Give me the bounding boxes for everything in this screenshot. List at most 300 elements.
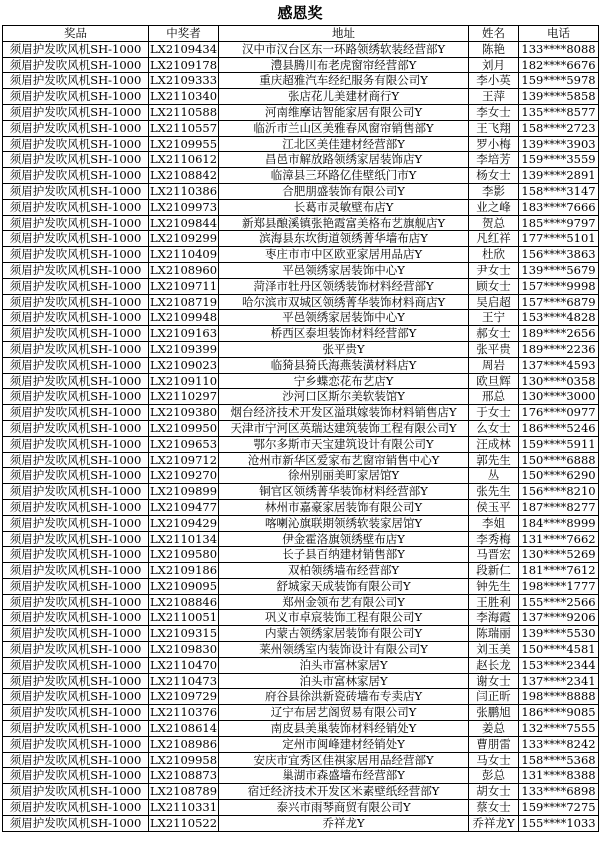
- cell-winner-id: LX2108846: [150, 594, 218, 609]
- cell-prize: 须眉护发吹风机SH-1000: [3, 752, 149, 768]
- cell-name: 周岩: [469, 357, 519, 373]
- table-row: [3, 341, 599, 357]
- cell-address: 平邑领绣家居装饰中心Y: [219, 310, 469, 326]
- cell-winner-id: LX2109270: [150, 468, 218, 483]
- cell-address: 泊头市富林家居Y: [219, 673, 469, 689]
- cell-phone: 181****7612: [519, 563, 599, 579]
- column-header-winner-id: 中奖者: [149, 26, 219, 42]
- table-row: [3, 768, 599, 784]
- cell-prize: 须眉护发吹风机SH-1000: [3, 89, 149, 105]
- cell-prize: 须眉护发吹风机SH-1000: [3, 389, 149, 405]
- cell-name: 赵长龙: [469, 657, 519, 673]
- table-row: [3, 168, 599, 184]
- table-row: [3, 247, 599, 263]
- cell-phone: 139****5530: [519, 626, 599, 642]
- cell-prize: 须眉护发吹风机SH-1000: [3, 547, 149, 563]
- cell-prize: 须眉护发吹风机SH-1000: [3, 41, 149, 57]
- cell-name: 刘玉美: [469, 642, 519, 658]
- cell-winner-id: LX2109186: [150, 563, 218, 578]
- award-table: [2, 25, 599, 832]
- cell-winner-id: LX2109948: [150, 310, 218, 325]
- cell-address: 枣庄市市中区欧亚家居用品店Y: [219, 247, 469, 263]
- cell-winner-id: LX2109178: [150, 57, 218, 72]
- cell-phone: 157****9998: [519, 278, 599, 294]
- cell-prize: 须眉护发吹风机SH-1000: [3, 468, 149, 484]
- cell-phone: 157****6879: [519, 294, 599, 310]
- table-row: [3, 326, 599, 342]
- cell-address: 定州市闽峰建材经销处Y: [219, 736, 469, 752]
- cell-name: 尹女士: [469, 262, 519, 278]
- cell-name: 欧旦辉: [469, 373, 519, 389]
- cell-name: 侯玉平: [469, 499, 519, 515]
- cell-address: 临沂市兰山区美雅春风窗帘销售部Y: [219, 120, 469, 136]
- table-row: [3, 594, 599, 610]
- cell-winner-id: LX2109955: [150, 136, 218, 151]
- table-row: [3, 389, 599, 405]
- cell-phone: 137****9206: [519, 610, 599, 626]
- cell-phone: 185****9797: [519, 215, 599, 231]
- cell-name: 张鹏旭: [469, 705, 519, 721]
- cell-phone: 153****2344: [519, 657, 599, 673]
- cell-winner-id: LX2110297: [150, 389, 218, 404]
- table-row: [3, 199, 599, 215]
- cell-prize: 须眉护发吹风机SH-1000: [3, 262, 149, 278]
- table-row: [3, 752, 599, 768]
- cell-prize: 须眉护发吹风机SH-1000: [3, 531, 149, 547]
- cell-prize: 须眉护发吹风机SH-1000: [3, 120, 149, 136]
- cell-phone: 130****3000: [519, 389, 599, 405]
- cell-name: 曹朋雷: [469, 736, 519, 752]
- cell-prize: 须眉护发吹风机SH-1000: [3, 57, 149, 73]
- table-row: [3, 89, 599, 105]
- cell-winner-id: LX2109580: [150, 547, 218, 562]
- cell-prize: 须眉护发吹风机SH-1000: [3, 136, 149, 152]
- table-row: [3, 231, 599, 247]
- cell-address: 长子县百纳建材销售部Y: [219, 547, 469, 563]
- cell-phone: 159****3559: [519, 152, 599, 168]
- cell-name: 业之峰: [469, 199, 519, 215]
- cell-winner-id: LX2109434: [150, 41, 218, 56]
- cell-winner-id: LX2110340: [150, 89, 218, 104]
- column-header-prize: 奖品: [3, 26, 149, 42]
- cell-address: 张平贵Y: [219, 341, 469, 357]
- table-row: [3, 736, 599, 752]
- cell-prize: 须眉护发吹风机SH-1000: [3, 152, 149, 168]
- table-row: [3, 610, 599, 626]
- cell-name: 姜总: [469, 721, 519, 737]
- cell-name: 李小英: [469, 73, 519, 89]
- cell-phone: 131****7662: [519, 531, 599, 547]
- cell-name: 王飞翔: [469, 120, 519, 136]
- cell-winner-id: LX2109023: [150, 357, 218, 372]
- cell-phone: 150****6290: [519, 468, 599, 484]
- cell-address: 内蒙古领绣家居装饰有限公司Y: [219, 626, 469, 642]
- cell-address: 重庆超雅汽车经纪服务有限公司Y: [219, 73, 469, 89]
- cell-phone: 137****4593: [519, 357, 599, 373]
- cell-address: 铜官区领绣菁华装饰材料经营部Y: [219, 484, 469, 500]
- cell-phone: 133****8088: [519, 41, 599, 57]
- table-row: [3, 405, 599, 421]
- cell-phone: 130****5269: [519, 547, 599, 563]
- table-row: [3, 357, 599, 373]
- table-row: [3, 104, 599, 120]
- cell-name: 马女士: [469, 752, 519, 768]
- table-row: [3, 673, 599, 689]
- cell-winner-id: LX2109950: [150, 420, 218, 435]
- cell-address: 莱州领绣室内装饰设计有限公司Y: [219, 642, 469, 658]
- cell-address: 张店花儿美建材商行Y: [219, 89, 469, 105]
- cell-address: 巢湖市森盛墙布经营部Y: [219, 768, 469, 784]
- cell-name: 凡红祥: [469, 231, 519, 247]
- cell-name: 顾女士: [469, 278, 519, 294]
- cell-name: 贺总: [469, 215, 519, 231]
- cell-phone: 159****7275: [519, 800, 599, 816]
- table-row: [3, 215, 599, 231]
- column-header-address: 地址: [219, 26, 469, 42]
- cell-name: 胡女士: [469, 784, 519, 800]
- cell-phone: 139****3903: [519, 136, 599, 152]
- table-row: [3, 563, 599, 579]
- cell-phone: 130****0358: [519, 373, 599, 389]
- table-row: [3, 136, 599, 152]
- cell-winner-id: LX2110473: [150, 673, 218, 688]
- table-row: [3, 452, 599, 468]
- cell-phone: 187****8277: [519, 499, 599, 515]
- cell-phone: 153****4828: [519, 310, 599, 326]
- cell-address: 林州市嘉豪家居装饰有限公司Y: [219, 499, 469, 515]
- cell-address: 长葛市灵敏壁布店Y: [219, 199, 469, 215]
- cell-prize: 须眉护发吹风机SH-1000: [3, 104, 149, 120]
- cell-winner-id: LX2109729: [150, 689, 218, 704]
- cell-winner-id: LX2110134: [150, 531, 218, 546]
- cell-address: 澧县腾川布老虎窗帘经营部Y: [219, 57, 469, 73]
- cell-winner-id: LX2109399: [150, 341, 218, 356]
- table-row: [3, 815, 599, 831]
- cell-address: 南皮县美巢装饰材料经销处Y: [219, 721, 469, 737]
- cell-address: 滨海县东坎街道领绣菁华墙布店Y: [219, 231, 469, 247]
- cell-winner-id: LX2110376: [150, 705, 218, 720]
- cell-winner-id: LX2108614: [150, 721, 218, 736]
- cell-address: 徐州别丽美町家居馆Y: [219, 468, 469, 484]
- cell-phone: 135****8577: [519, 104, 599, 120]
- cell-prize: 须眉护发吹风机SH-1000: [3, 736, 149, 752]
- cell-phone: 131****8388: [519, 768, 599, 784]
- cell-prize: 须眉护发吹风机SH-1000: [3, 484, 149, 500]
- cell-winner-id: LX2109844: [150, 215, 218, 230]
- cell-winner-id: LX2110409: [150, 247, 218, 262]
- cell-name: 张平贵: [469, 341, 519, 357]
- cell-name: 钟先生: [469, 578, 519, 594]
- cell-name: 汪成林: [469, 436, 519, 452]
- cell-name: 杨女士: [469, 168, 519, 184]
- cell-address: 临漳县三环路亿佳壁纸门市Y: [219, 168, 469, 184]
- table-row: [3, 420, 599, 436]
- cell-name: 丛: [469, 468, 519, 484]
- cell-prize: 须眉护发吹风机SH-1000: [3, 436, 149, 452]
- cell-phone: 158****5368: [519, 752, 599, 768]
- cell-winner-id: LX2110588: [150, 104, 218, 119]
- cell-address: 菏泽市牡丹区领绣装饰材料经营部Y: [219, 278, 469, 294]
- cell-phone: 198****8888: [519, 689, 599, 705]
- table-header: [3, 26, 599, 42]
- cell-address: 鄂尔多斯市天宝建筑设计有限公司Y: [219, 436, 469, 452]
- cell-phone: 133****8242: [519, 736, 599, 752]
- cell-winner-id: LX2109653: [150, 436, 218, 451]
- table-row: [3, 800, 599, 816]
- cell-address: 喀喇沁旗联期领绣软装家居馆Y: [219, 515, 469, 531]
- cell-prize: 须眉护发吹风机SH-1000: [3, 768, 149, 784]
- cell-prize: 须眉护发吹风机SH-1000: [3, 721, 149, 737]
- table-row: [3, 531, 599, 547]
- cell-winner-id: LX2109477: [150, 499, 218, 514]
- cell-name: 王宁: [469, 310, 519, 326]
- table-row: [3, 152, 599, 168]
- cell-name: 蔡女士: [469, 800, 519, 816]
- table-body: [3, 41, 599, 831]
- cell-prize: 须眉护发吹风机SH-1000: [3, 183, 149, 199]
- table-row: [3, 262, 599, 278]
- cell-phone: 139****5679: [519, 262, 599, 278]
- table-row: [3, 73, 599, 89]
- cell-phone: 176****0977: [519, 405, 599, 421]
- cell-address: 平邑领绣家居装饰中心Y: [219, 262, 469, 278]
- cell-prize: 须眉护发吹风机SH-1000: [3, 405, 149, 421]
- cell-address: 沧州市新华区爱家布艺窗帘销售中心Y: [219, 452, 469, 468]
- cell-winner-id: LX2109110: [150, 373, 218, 388]
- table-row: [3, 373, 599, 389]
- header-row: [3, 26, 599, 42]
- cell-prize: 须眉护发吹风机SH-1000: [3, 452, 149, 468]
- table-row: [3, 484, 599, 500]
- cell-prize: 须眉护发吹风机SH-1000: [3, 515, 149, 531]
- table-row: [3, 436, 599, 452]
- cell-winner-id: LX2110051: [150, 610, 218, 625]
- cell-prize: 须眉护发吹风机SH-1000: [3, 784, 149, 800]
- cell-name: 李秀梅: [469, 531, 519, 547]
- cell-name: 李影: [469, 183, 519, 199]
- cell-address: 沙河口区斯尔美软装馆Y: [219, 389, 469, 405]
- cell-prize: 须眉护发吹风机SH-1000: [3, 215, 149, 231]
- cell-name: 刘月: [469, 57, 519, 73]
- cell-winner-id: LX2109163: [150, 326, 218, 341]
- cell-winner-id: LX2108842: [150, 168, 218, 183]
- cell-winner-id: LX2110522: [150, 815, 218, 830]
- cell-winner-id: LX2110470: [150, 657, 218, 672]
- document-title: 感恩奖: [277, 4, 323, 22]
- cell-phone: 183****7666: [519, 199, 599, 215]
- cell-prize: 须眉护发吹风机SH-1000: [3, 310, 149, 326]
- table-row: [3, 57, 599, 73]
- cell-winner-id: LX2108719: [150, 294, 218, 309]
- cell-winner-id: LX2109830: [150, 642, 218, 657]
- cell-winner-id: LX2110557: [150, 120, 218, 135]
- cell-winner-id: LX2110331: [150, 800, 218, 815]
- cell-name: 马晋宏: [469, 547, 519, 563]
- table-row: [3, 120, 599, 136]
- cell-winner-id: LX2109711: [150, 278, 218, 293]
- cell-address: 安庆市宜秀区佳祺家居用品经营部Y: [219, 752, 469, 768]
- cell-name: 邢总: [469, 389, 519, 405]
- cell-winner-id: LX2109712: [150, 452, 218, 467]
- cell-name: 乔祥龙Y: [469, 815, 519, 831]
- cell-winner-id: LX2109315: [150, 626, 218, 641]
- cell-phone: 186****5246: [519, 420, 599, 436]
- cell-address: 舒城家天成装饰有限公司Y: [219, 578, 469, 594]
- cell-prize: 须眉护发吹风机SH-1000: [3, 642, 149, 658]
- cell-address: 泰兴市雨琴商贸有限公司Y: [219, 800, 469, 816]
- cell-prize: 须眉护发吹风机SH-1000: [3, 199, 149, 215]
- cell-prize: 须眉护发吹风机SH-1000: [3, 626, 149, 642]
- cell-address: 郑州金领布艺有限公司Y: [219, 594, 469, 610]
- cell-phone: 198****1777: [519, 578, 599, 594]
- cell-address: 新郑县酿溪镇张艳霞富美格布艺旗舰店Y: [219, 215, 469, 231]
- cell-prize: 须眉护发吹风机SH-1000: [3, 168, 149, 184]
- cell-phone: 150****4581: [519, 642, 599, 658]
- cell-name: 王萍: [469, 89, 519, 105]
- cell-phone: 156****3863: [519, 247, 599, 263]
- cell-winner-id: LX2110386: [150, 183, 218, 198]
- table-row: [3, 784, 599, 800]
- cell-name: 李姐: [469, 515, 519, 531]
- cell-name: 于女士: [469, 405, 519, 421]
- cell-phone: 159****5978: [519, 73, 599, 89]
- cell-address: 辽宁布居艺阁贸易有限公司Y: [219, 705, 469, 721]
- cell-address: 宁乡蝶恋花布艺店Y: [219, 373, 469, 389]
- cell-address: 临猗县猗氏海燕装潢材料店Y: [219, 357, 469, 373]
- cell-prize: 须眉护发吹风机SH-1000: [3, 594, 149, 610]
- cell-prize: 须眉护发吹风机SH-1000: [3, 815, 149, 831]
- cell-phone: 156****8210: [519, 484, 599, 500]
- table-row: [3, 689, 599, 705]
- cell-name: 郭先生: [469, 452, 519, 468]
- table-row: [3, 468, 599, 484]
- table-row: [3, 499, 599, 515]
- cell-phone: 184****8999: [519, 515, 599, 531]
- cell-name: 李女士: [469, 104, 519, 120]
- table-row: [3, 626, 599, 642]
- cell-address: 巩义市卓宸装饰工程有限公司Y: [219, 610, 469, 626]
- table-row: [3, 657, 599, 673]
- cell-phone: 158****3147: [519, 183, 599, 199]
- cell-prize: 须眉护发吹风机SH-1000: [3, 231, 149, 247]
- cell-address: 宿迁经济技术开发区米素壁纸经营部Y: [219, 784, 469, 800]
- cell-address: 合肥朋盛装饰有限公司Y: [219, 183, 469, 199]
- cell-prize: 须眉护发吹风机SH-1000: [3, 247, 149, 263]
- cell-name: 郝女士: [469, 326, 519, 342]
- cell-winner-id: LX2110612: [150, 152, 218, 167]
- column-header-name: 姓名: [469, 26, 519, 42]
- cell-name: 段新仁: [469, 563, 519, 579]
- cell-phone: 186****9085: [519, 705, 599, 721]
- cell-phone: 189****2236: [519, 341, 599, 357]
- cell-prize: 须眉护发吹风机SH-1000: [3, 800, 149, 816]
- cell-winner-id: LX2109899: [150, 484, 218, 499]
- table-row: [3, 515, 599, 531]
- cell-phone: 155****1033: [519, 815, 599, 831]
- cell-name: 闫正昕: [469, 689, 519, 705]
- cell-address: 伊金霍洛旗领绣壁布店Y: [219, 531, 469, 547]
- cell-prize: 须眉护发吹风机SH-1000: [3, 373, 149, 389]
- table-row: [3, 41, 599, 57]
- cell-address: 双柏领绣墙布经营部Y: [219, 563, 469, 579]
- cell-name: 张先生: [469, 484, 519, 500]
- cell-address: 泊头市富林家居Y: [219, 657, 469, 673]
- cell-name: 陈艳: [469, 41, 519, 57]
- cell-name: 陈瑞丽: [469, 626, 519, 642]
- cell-phone: 133****6898: [519, 784, 599, 800]
- cell-address: 桥西区泰坦装饰材料经营部Y: [219, 326, 469, 342]
- cell-name: 彭总: [469, 768, 519, 784]
- cell-phone: 150****6888: [519, 452, 599, 468]
- cell-prize: 须眉护发吹风机SH-1000: [3, 689, 149, 705]
- cell-prize: 须眉护发吹风机SH-1000: [3, 326, 149, 342]
- cell-address: 河南维摩诘智能家居有限公司Y: [219, 104, 469, 120]
- cell-phone: 155****2566: [519, 594, 599, 610]
- cell-name: 罗小梅: [469, 136, 519, 152]
- cell-prize: 须眉护发吹风机SH-1000: [3, 578, 149, 594]
- cell-address: 府谷县徐洪新瓷砖墙布专卖店Y: [219, 689, 469, 705]
- table-row: [3, 183, 599, 199]
- cell-prize: 须眉护发吹风机SH-1000: [3, 341, 149, 357]
- cell-name: 李海霞: [469, 610, 519, 626]
- cell-prize: 须眉护发吹风机SH-1000: [3, 357, 149, 373]
- cell-name: 谢女士: [469, 673, 519, 689]
- column-header-phone: 电话: [519, 26, 599, 42]
- cell-address: 哈尔滨市双城区领绣菁华装饰材料商店Y: [219, 294, 469, 310]
- cell-phone: 132****7555: [519, 721, 599, 737]
- cell-address: 天津市宁河区英瑞达建筑装饰工程有限公司Y: [219, 420, 469, 436]
- cell-phone: 137****2341: [519, 673, 599, 689]
- cell-prize: 须眉护发吹风机SH-1000: [3, 563, 149, 579]
- table-row: [3, 721, 599, 737]
- cell-name: 王胜利: [469, 594, 519, 610]
- cell-prize: 须眉护发吹风机SH-1000: [3, 499, 149, 515]
- cell-prize: 须眉护发吹风机SH-1000: [3, 420, 149, 436]
- table-row: [3, 278, 599, 294]
- cell-address: 昌邑市解放路领绣家居装饰店Y: [219, 152, 469, 168]
- cell-winner-id: LX2109958: [150, 752, 218, 767]
- cell-phone: 158****2723: [519, 120, 599, 136]
- cell-address: 烟台经济技术开发区溢琪嫁装饰材料销售店Y: [219, 405, 469, 421]
- cell-prize: 须眉护发吹风机SH-1000: [3, 657, 149, 673]
- cell-winner-id: LX2108960: [150, 262, 218, 277]
- cell-prize: 须眉护发吹风机SH-1000: [3, 673, 149, 689]
- cell-winner-id: LX2109299: [150, 231, 218, 246]
- table-row: [3, 294, 599, 310]
- cell-winner-id: LX2108986: [150, 736, 218, 751]
- cell-winner-id: LX2108789: [150, 784, 218, 799]
- cell-name: 么女士: [469, 420, 519, 436]
- cell-phone: 189****2656: [519, 326, 599, 342]
- cell-prize: 须眉护发吹风机SH-1000: [3, 278, 149, 294]
- cell-name: 杜欣: [469, 247, 519, 263]
- table-row: [3, 578, 599, 594]
- cell-name: 李培芳: [469, 152, 519, 168]
- cell-phone: 182****6676: [519, 57, 599, 73]
- cell-prize: 须眉护发吹风机SH-1000: [3, 73, 149, 89]
- cell-prize: 须眉护发吹风机SH-1000: [3, 705, 149, 721]
- cell-winner-id: LX2109429: [150, 515, 218, 530]
- cell-prize: 须眉护发吹风机SH-1000: [3, 294, 149, 310]
- cell-winner-id: LX2109095: [150, 578, 218, 593]
- cell-phone: 139****2891: [519, 168, 599, 184]
- cell-phone: 139****5858: [519, 89, 599, 105]
- cell-winner-id: LX2109380: [150, 405, 218, 420]
- cell-phone: 159****5911: [519, 436, 599, 452]
- table-row: [3, 310, 599, 326]
- cell-address: 汉中市汉台区东一环路领绣软装经营部Y: [219, 41, 469, 57]
- table-row: [3, 705, 599, 721]
